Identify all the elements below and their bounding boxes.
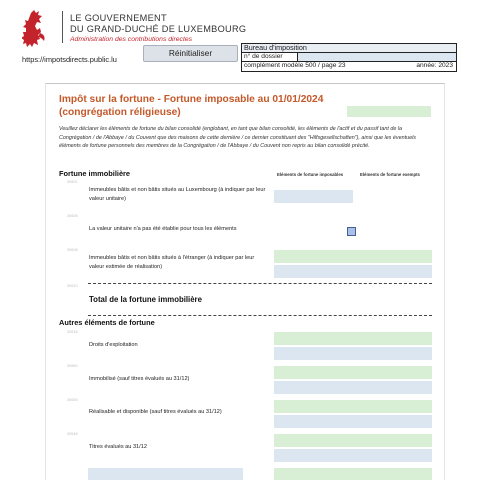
exempt-input-30618b[interactable]	[353, 347, 432, 360]
exempt-input-30655b[interactable]	[353, 415, 432, 428]
imposable-input-30548b[interactable]	[274, 449, 353, 462]
imposable-input-30650[interactable]	[274, 366, 353, 379]
dossier-row	[242, 53, 456, 62]
red-lion-icon	[22, 9, 48, 47]
imposable-input-30608[interactable]	[274, 250, 353, 263]
exempt-input-30618[interactable]	[353, 332, 432, 345]
row-code: 30608	[67, 248, 78, 252]
exempt-input-next[interactable]	[353, 468, 432, 480]
row-label: Droits d'exploitation	[89, 342, 138, 348]
logo-divider	[62, 11, 63, 43]
imposable-input-30655[interactable]	[274, 400, 353, 413]
section-fortune-immobiliere: Fortune immobilière	[59, 169, 131, 178]
row-label: Immeubles bâtis et non bâtis situés à l'étranger (à indiquer par leur valeur estimée de réalisation)	[89, 255, 255, 270]
bureau-field[interactable]	[242, 44, 456, 53]
col-head-imposables: Eléments de fortune imposables	[277, 172, 344, 177]
imposable-input-30548[interactable]	[274, 434, 353, 447]
gov-line-1: LE GOUVERNEMENT	[70, 13, 167, 23]
intro-text: Veuillez déclarer les éléments de fortune du bilan consolidé (englobant, en tant que bilan consolidé, les éléments de l'actif et du passif tant de la Congrégation / de l'Abbaye / du Couvent que des maisons de cette dernière / ce dernier constituant des "Hilfsgesellschaften"), ainsi que les éventuels éléments de fortune personnels des membres de la Congrégation / de l'Abbaye / du Couvent non repris au bilan consolidé précité.	[59, 126, 416, 150]
total-label: Total de la fortune immobilière	[89, 295, 202, 304]
imposable-input-30655b[interactable]	[274, 415, 353, 428]
dossier-input[interactable]	[297, 53, 456, 61]
exempt-input-30650[interactable]	[353, 366, 432, 379]
reset-button[interactable]: Réinitialiser	[143, 45, 238, 62]
valeur-unitaire-checkbox[interactable]	[347, 227, 356, 236]
gov-line-3: Administration des contributions directes	[70, 36, 193, 43]
imposable-input-30601[interactable]	[274, 190, 353, 203]
exempt-input-30650b[interactable]	[353, 381, 432, 394]
exempt-input-30548b[interactable]	[353, 449, 432, 462]
dossier-label: n° de dossier	[244, 53, 283, 60]
imposable-input-next[interactable]	[274, 468, 353, 480]
exempt-input-30655[interactable]	[353, 400, 432, 413]
row-code: 30618	[67, 330, 78, 334]
row-code: 30655	[67, 398, 78, 402]
title-input[interactable]	[347, 106, 431, 117]
row-label: La valeur unitaire n'a pas été établie pour tous les éléments	[89, 226, 237, 232]
section-autres-elements: Autres éléments de fortune	[59, 318, 155, 327]
site-url[interactable]: https://impotsdirects.public.lu	[22, 55, 117, 64]
row-label: Immobilisé (sauf titres évalués au 31/12)	[89, 376, 190, 382]
col-head-exempts: Eléments de fortune exempts	[360, 172, 420, 177]
bureau-title: Bureau d'imposition	[244, 43, 307, 52]
divider-line	[88, 315, 432, 316]
imposable-input-30608b[interactable]	[274, 265, 353, 278]
row-code: 30548	[67, 432, 78, 436]
divider-line	[88, 283, 432, 284]
row-code: 30610	[67, 284, 78, 288]
annee-text: année: 2023	[416, 62, 453, 69]
complement-row	[242, 62, 456, 71]
imposable-input-30618b[interactable]	[274, 347, 353, 360]
row-code: 30650	[67, 364, 78, 368]
form-title-line1: Impôt sur la fortune - Fortune imposable au 01/01/2024	[59, 94, 324, 105]
gov-line-2: DU GRAND-DUCHÉ DE LUXEMBOURG	[70, 24, 247, 34]
complement-text: complément modèle 500 / page 23	[244, 62, 346, 69]
exempt-input-30548[interactable]	[353, 434, 432, 447]
imposable-input-30618[interactable]	[274, 332, 353, 345]
row-code: 30606	[67, 214, 78, 218]
exempt-input-30608b[interactable]	[353, 265, 432, 278]
row-code: 30601	[67, 180, 78, 184]
imposable-input-30650b[interactable]	[274, 381, 353, 394]
row-label: Titres évalués au 31/12	[89, 444, 147, 450]
titre-designation-input[interactable]	[88, 468, 243, 480]
form-title-line2: (congrégation réligieuse)	[59, 107, 181, 118]
row-label: Réalisable et disponible (sauf titres évalués au 31/12)	[89, 409, 222, 415]
exempt-input-30608[interactable]	[353, 250, 432, 263]
bureau-box	[241, 43, 457, 72]
row-label: Immeubles bâtis et non bâtis situés au Luxembourg (à indiquer par leur valeur unitaire)	[89, 187, 266, 202]
